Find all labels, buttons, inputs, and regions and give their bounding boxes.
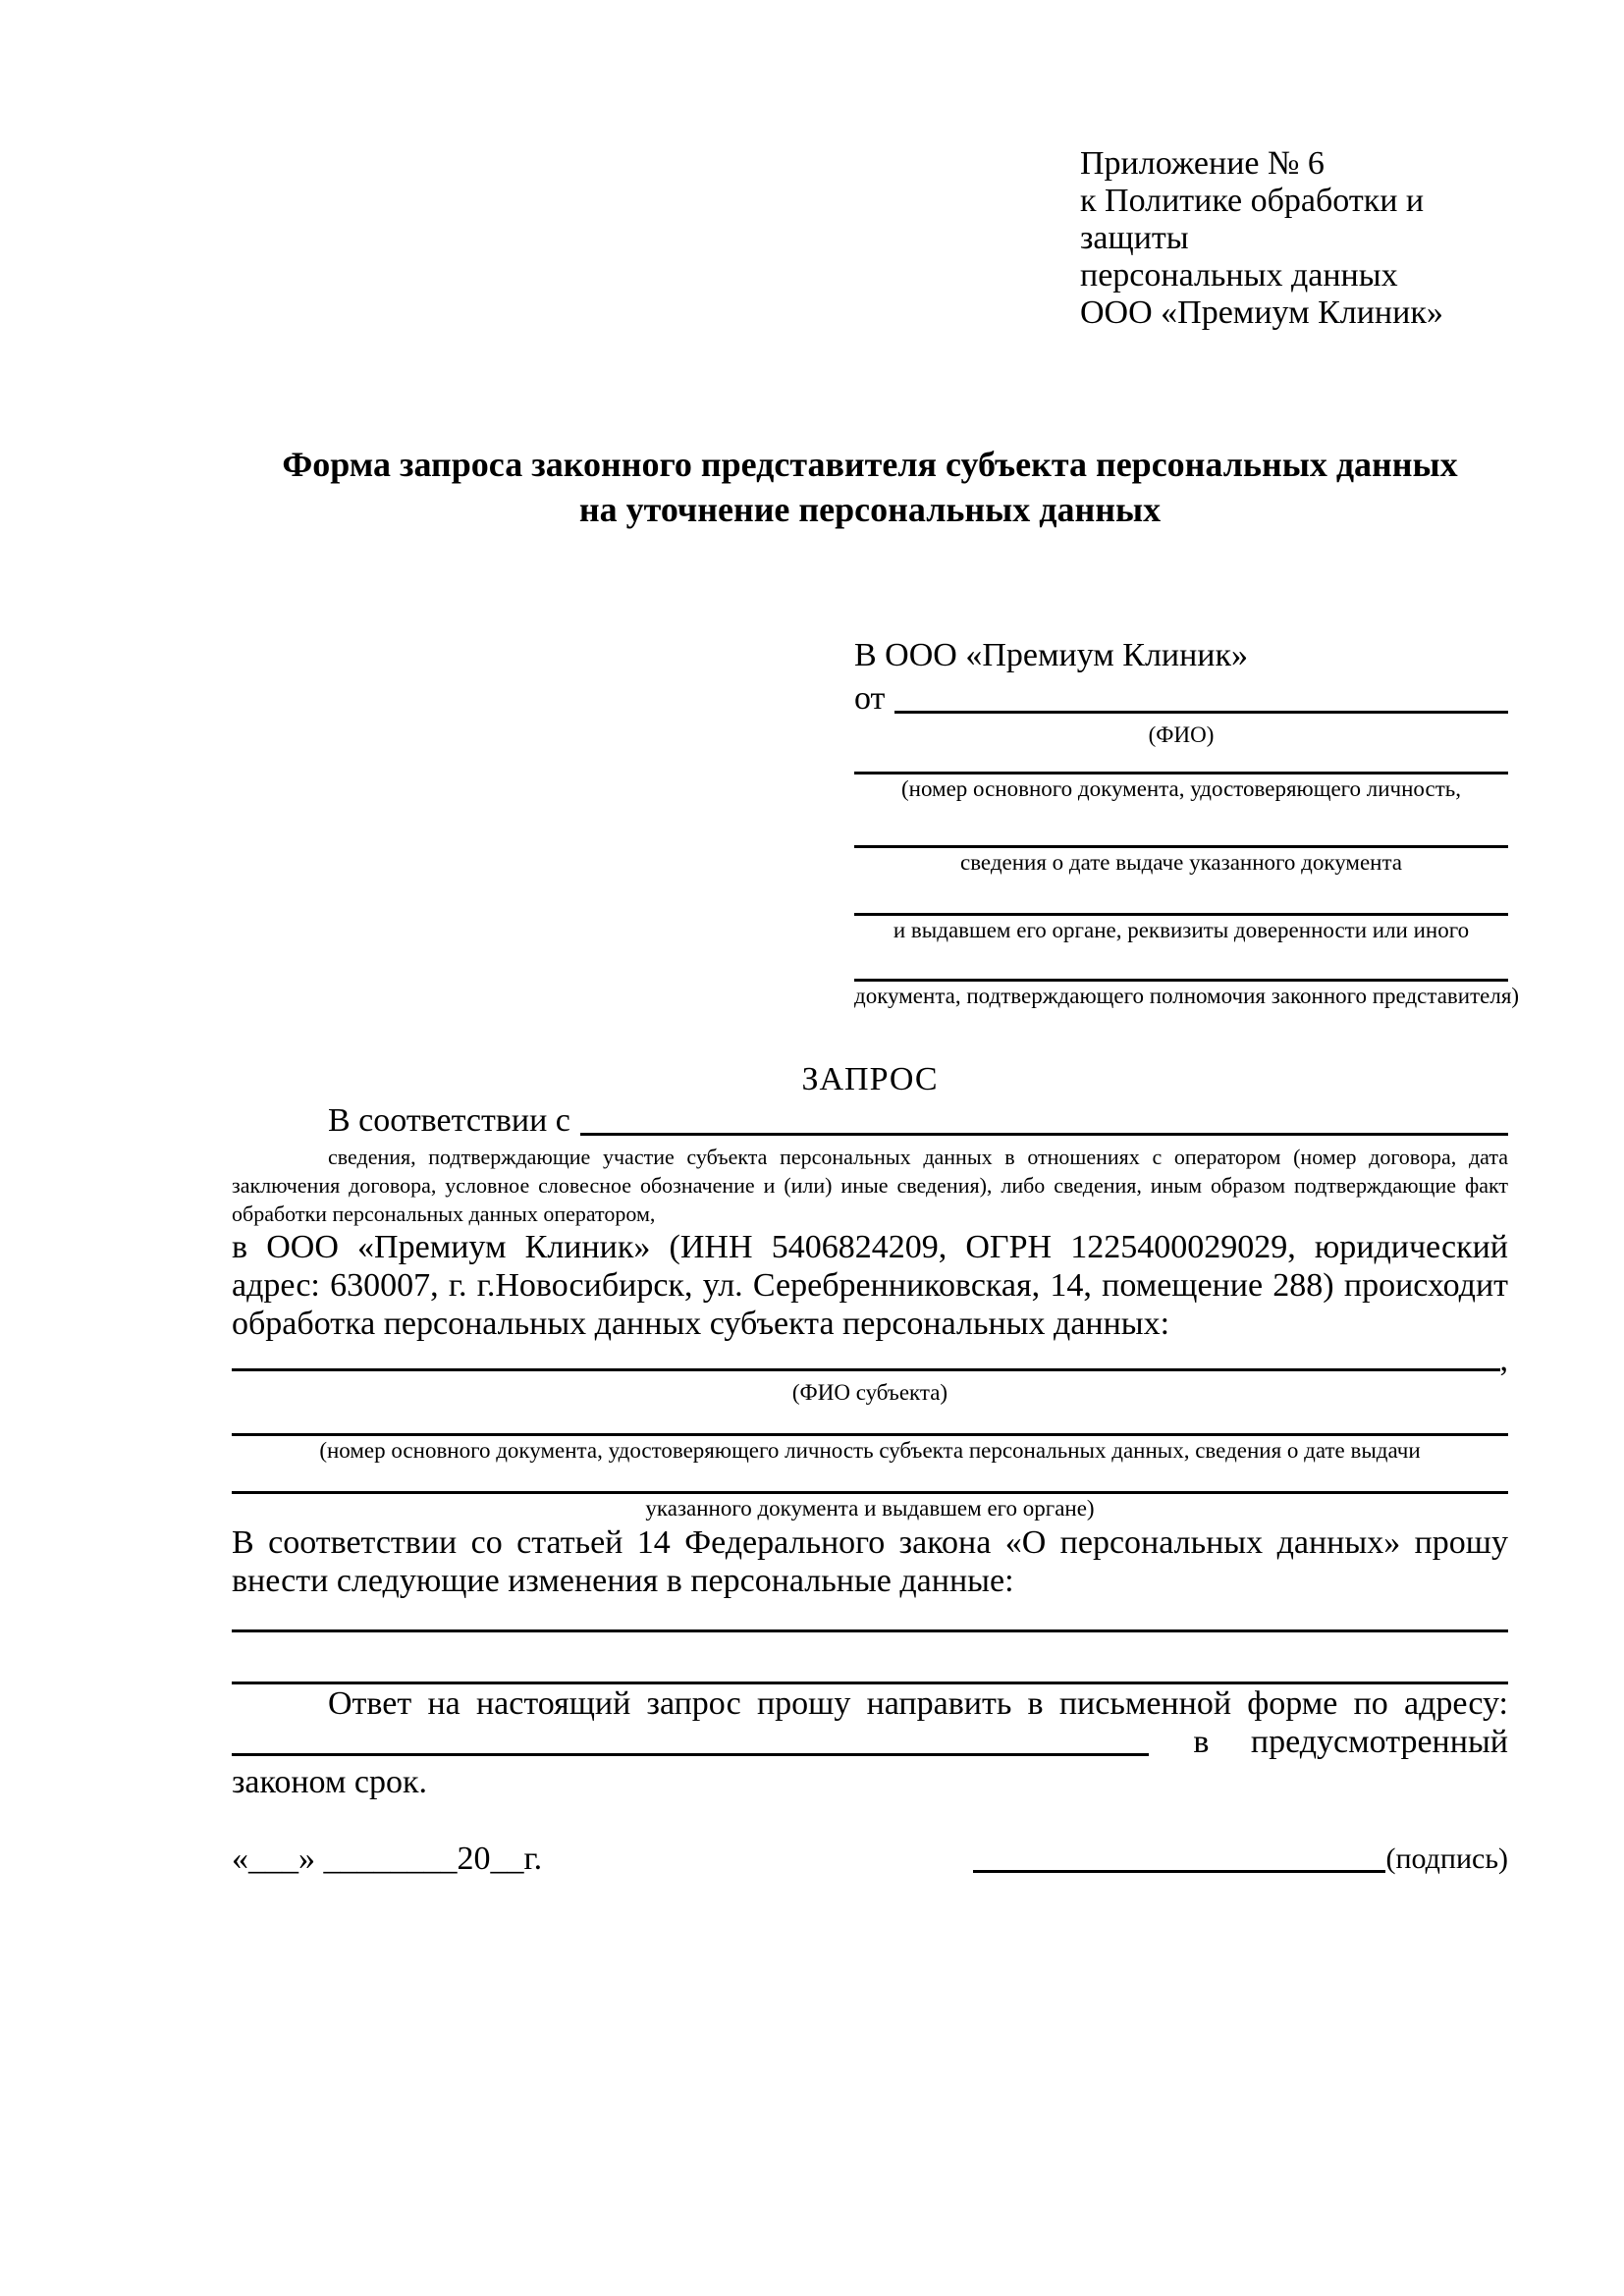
representative-doc-caption: (номер основного документа, удостоверяющего личность, — [900, 776, 1461, 801]
from-label: от — [854, 680, 886, 717]
changes-write-line — [232, 1632, 1508, 1684]
subject-fio-caption: (ФИО субъекта) — [791, 1380, 948, 1405]
form-title-line: Форма запроса законного представителя субъекта персональных данных — [282, 445, 1458, 484]
reply-paragraph-line1: Ответ на настоящий запрос прошу направить в письменной форме по адресу: — [328, 1685, 1508, 1722]
representative-doc-caption: сведения о дате выдаче указанного документа — [959, 850, 1403, 875]
appendix-line: персональных данных — [1080, 257, 1398, 294]
form-title — [232, 442, 1508, 532]
addressee-from-row — [854, 677, 1508, 721]
date-field: «___» ________20__г. — [232, 1841, 543, 1877]
reply-paragraph-tail: в предусмотренный — [1193, 1724, 1508, 1760]
appendix-line: Приложение № 6 — [1080, 145, 1325, 182]
representative-doc-write-line — [854, 878, 1508, 916]
subject-doc-caption: указанного документа и выдавшем его органе) — [645, 1496, 1095, 1521]
subject-doc-caption: (номер основного документа, удостоверяющего личность субъекта персональных данных, сведения о дате выдачи — [319, 1438, 1421, 1463]
representative-doc-caption: документа, подтверждающего полномочия законного представителя) — [854, 984, 1520, 1008]
representative-doc-caption: и выдавшем его органе, реквизиты доверенности или иного — [893, 918, 1470, 942]
footer-row — [232, 1838, 1508, 1881]
intro-row — [232, 1099, 1508, 1143]
intro-write-line — [580, 1099, 1508, 1136]
subject-fio-row — [232, 1343, 1508, 1378]
article-paragraph: В соответствии со статьей 14 Федерального закона «О персональных данных» прошу внести следующие изменения в персональные данные: — [232, 1524, 1508, 1599]
representative-doc-write-line — [854, 804, 1508, 848]
from-write-line — [894, 677, 1508, 714]
addressee-block — [854, 634, 1520, 1011]
appendix-block — [1080, 145, 1508, 332]
form-title-line: на уточнение персональных данных — [578, 490, 1162, 529]
subject-fio-write-line — [232, 1343, 1500, 1371]
operator-paragraph: в ООО «Премиум Клиник» (ИНН 5406824209, ОГРН 1225400029029, юридический адрес: 630007, г. г.Новосибирск, ул. Серебренниковская, 14, помещение 288) происходит обработка персональных данных субъекта персональных данных: — [232, 1229, 1508, 1342]
representative-doc-write-line — [854, 750, 1508, 774]
changes-write-line — [232, 1600, 1508, 1632]
request-heading: ЗАПРОС — [801, 1061, 939, 1097]
reply-address-row — [232, 1724, 1508, 1763]
signature-group — [973, 1838, 1508, 1881]
signature-caption: (подпись) — [1385, 1842, 1508, 1875]
appendix-line: к Политике обработки и защиты — [1080, 183, 1425, 256]
document-content — [232, 145, 1520, 1881]
subject-doc-write-line — [232, 1408, 1508, 1436]
appendix-line: ООО «Премиум Клиник» — [1080, 294, 1443, 331]
intro-footnote: сведения, подтверждающие участие субъекта персональных данных в отношениях с оператором (номер договора, дата заключения договора, условное словесное обозначение и (или) иные сведения), либо сведения, иным образом подтверждающие факт обработки персональных данных оператором, — [232, 1145, 1508, 1226]
fio-caption: (ФИО) — [1148, 722, 1215, 747]
signature-write-line — [973, 1870, 1385, 1873]
reply-paragraph-end: законом срок. — [232, 1764, 427, 1800]
address-write-line — [232, 1753, 1149, 1756]
subject-doc-write-line — [232, 1466, 1508, 1494]
addressee-to: В ООО «Премиум Клиник» — [854, 637, 1249, 673]
trailing-comma: , — [1499, 1342, 1508, 1378]
intro-label: В соответствии с — [328, 1102, 570, 1139]
representative-doc-write-line — [854, 945, 1508, 982]
